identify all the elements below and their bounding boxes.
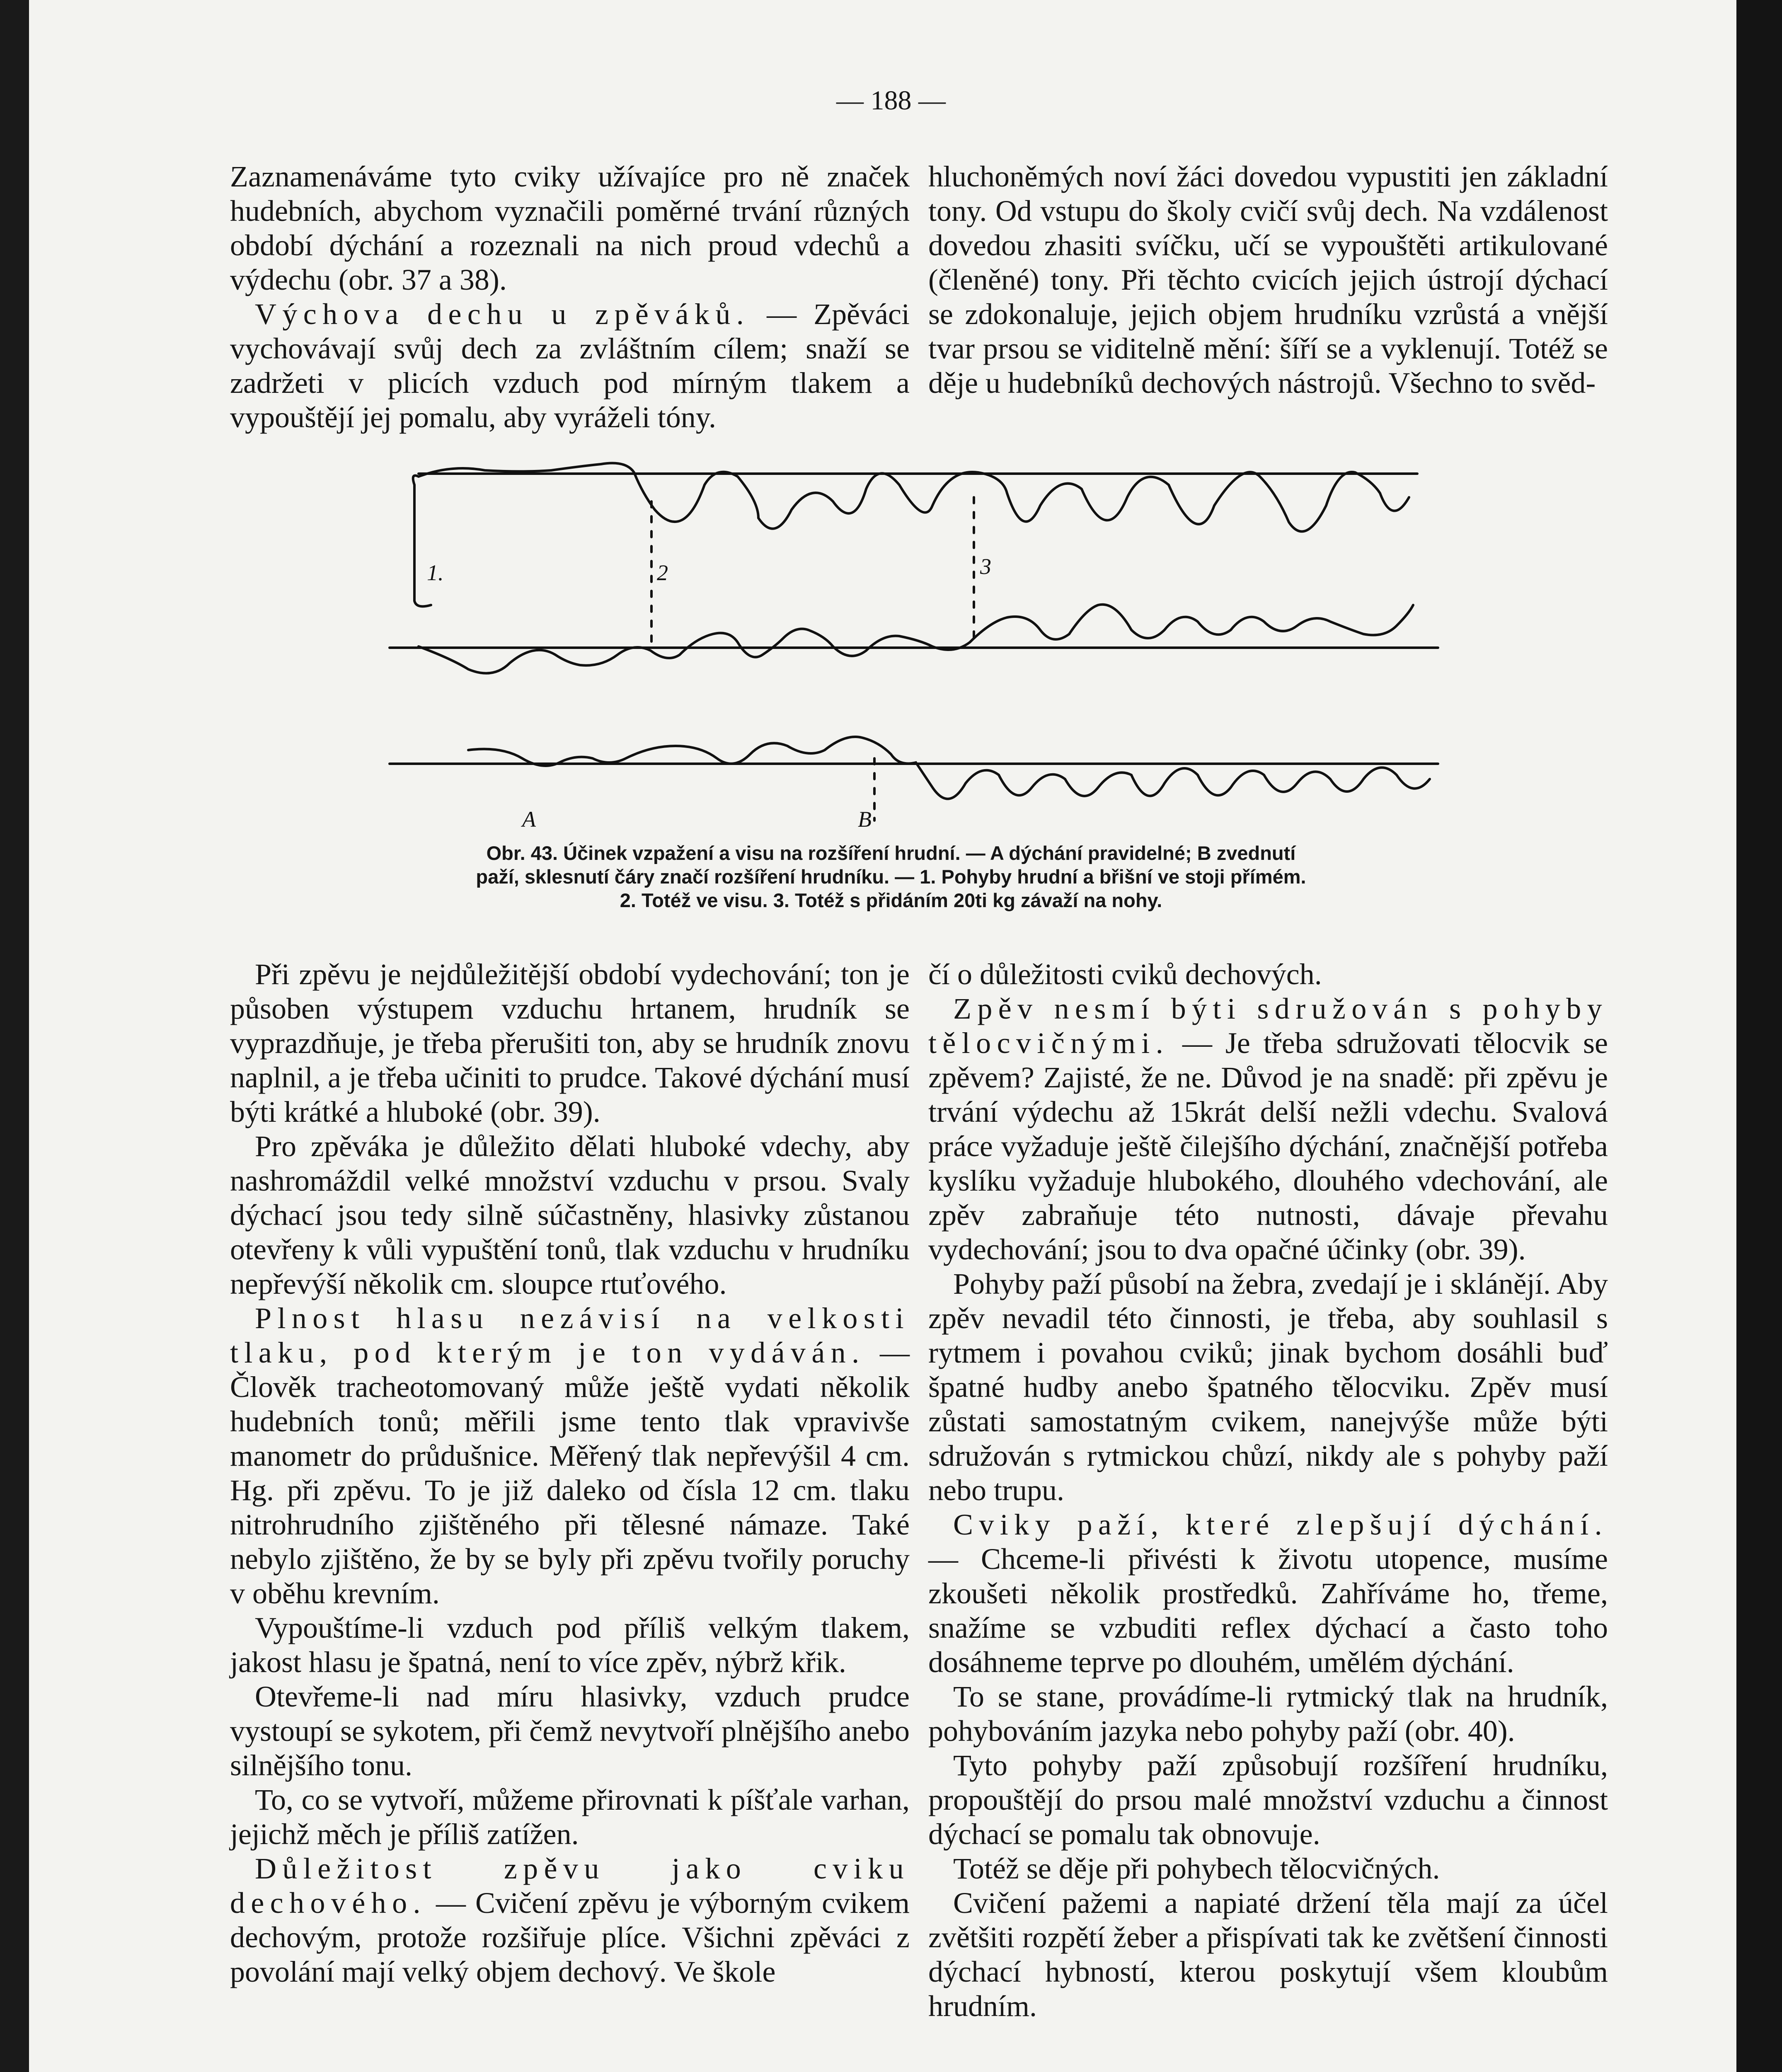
section-heading: Výchova dechu u zpěváků. [255,298,750,331]
paragraph [230,1301,910,1611]
paragraph: To, co se vytvoří, můžeme přirovnati k píšťale varhan, jejichž měch je příliš zatížen. [230,1783,910,1851]
bottom-left-column [230,957,910,1989]
paragraph-text: — Člověk tracheotomovaný může ještě vydati několik hudebních tonů; měřili jsme tento tlak vpravivše manometr do průdušnice. Měřený tlak nepřevýšil 4 cm. Hg. při zpěvu. To je již daleko od čísla 12 cm. tlaku nitrohrudního zjištěného při tělesné námaze. Také nebylo zjištěno, že by se byly při zpěvu tvořily poruchy v oběhu krevním. [230,1336,910,1610]
section-heading: Plnost hlasu nezávisí na velkosti tlaku, pod kterým je ton vydáván. [230,1302,910,1369]
figure-label-b: B [858,807,872,832]
figure-svg [385,448,1446,841]
figure-label-3: 3 [980,554,991,579]
bracket [413,476,431,607]
paragraph: Otevřeme-li nad míru hlasivky, vzduch prudce vystoupí se sykotem, při čemž nevytvoří plnějšího anebo silnějšího tonu. [230,1680,910,1782]
paragraph: hluchoněmých noví žáci dovedou vypustiti jen základní tony. Od vstupu do školy cvičí svůj dech. Na vzdálenost dovedou zhasiti svíčku, učí se vypouštěti artikulované (členěné) tony. Při těchto cvicích jejich ústrojí dýchací se zdokonaluje, jejich objem hrudníku vzrůstá a vnější tvar prsou se viditelně mění: šíří se a vyklenují. Totéž se děje u hudebníků dechových nástrojů. Všechno to svěd- [928,160,1608,399]
paragraph-text: — Zpěváci vychovávají svůj dech za zvláštním cílem; snaží se zadržeti v plicích vzduch pod mírným tlakem a vypouštějí jej pomalu, aby vyráželi tóny. [230,298,910,434]
curve-1-abdomen [419,605,1413,673]
paragraph: Vypouštíme-li vzduch pod příliš velkým tlakem, jakost hlasu je špatná, není to více zpěv, nýbrž křik. [230,1611,910,1679]
paragraph [928,992,1608,1267]
curve-2-breathing [468,737,1430,799]
paragraph: čí o důležitosti cviků dechových. [928,958,1322,991]
top-right-column [928,160,1608,400]
paragraph [230,1852,910,1989]
figure-label-1: 1. [427,560,444,585]
scan-border-left [0,0,29,2072]
paragraph-text: — Cvičení zpěvu je výborným cvikem dechovým, protože rozšiřuje plíce. Všichni zpěváci z povolání mají velký objem dechový. Ve škole [230,1886,910,1988]
paragraph [928,1508,1608,1680]
paragraph [230,297,910,435]
figure-caption [369,841,1413,912]
top-left-column [230,160,910,435]
paragraph: Při zpěvu je nejdůležitější období vydechování; ton je působen výstupem vzduchu hrtanem, hrudník se vyprazdňuje, je třeba přerušiti ton, aby se hrudník znovu naplnil, a je třeba učiniti to prudce. Takové dýchání musí býti krátké a hluboké (obr. 39). [230,958,910,1128]
paragraph: Zaznamenáváme tyto cviky užívajíce pro ně značek hudebních, abychom vyznačili poměrné trvání různých období dýchání a rozeznali na nich proud vdechů a výdechu (obr. 37 a 38). [230,160,910,296]
scan-border-right [1736,0,1782,2072]
paragraph: Pro zpěváka je důležito dělati hluboké vdechy, aby nashromáždil velké množství vzduchu v prsou. Svaly dýchací jsou tedy silně súčastněny, hlasivky zůstanou otevřeny k vůli vypuštění tonů, tlak vzduchu v hrudníku nepřevýší několik cm. sloupce rtuťového. [230,1130,910,1300]
section-heading: Cviky paží, které zlepšují dýchání. [953,1508,1608,1541]
paragraph: To se stane, provádíme-li rytmický tlak na hrudník, pohybováním jazyka nebo pohyby paží (obr. 40). [928,1680,1608,1748]
paragraph: Totéž se děje při pohybech tělocvičných. [953,1852,1440,1885]
caption-line: Obr. 43. Účinek vzpažení a visu na rozšíření hrudní. — A dýchání pravidelné; B zvednutí [486,842,1296,864]
figure-label-2: 2 [657,560,668,585]
caption-line: 2. Totéž ve visu. 3. Totéž s přidáním 20ti kg závaží na nohy. [620,889,1162,911]
page-number: — 188 — [836,85,946,116]
paragraph: Tyto pohyby paží způsobují rozšíření hrudníku, propouštějí do prsou malé množství vzduchu a činnost dýchací se pomalu tak obnovuje. [928,1749,1608,1851]
bottom-right-column [928,957,1608,2024]
breathing-curves-figure [385,448,1446,841]
paragraph: Cvičení pažemi a napiaté držení těla mají za účel zvětšiti rozpětí žeber a přispívati tak ke zvětšení činnosti dýchací hybností, kterou poskytují všem kloubům hrudním. [928,1886,1608,2023]
paragraph: Pohyby paží působí na žebra, zvedají je i sklánějí. Aby zpěv nevadil této činnosti, je třeba, aby souhlasil s rytmem i povahou cviků; jinak bychom dosáhli buď špatné hudby anebo špatného tělocviku. Zpěv musí zůstati samostatným cvikem, nanejvýše může býti sdružován s rytmickou chůzí, nikdy ale s pohyby paží nebo trupu. [928,1267,1608,1507]
figure-label-a: A [522,807,536,832]
paragraph-text: — Je třeba sdružovati tělocvik se zpěvem? Zajisté, že ne. Důvod je na snadě: při zpěvu je trvání výdechu až 15krát delší nežli vdechu. Svalová práce vyžaduje ještě čilejšího dýchání, značnější potřeba kyslíku vyžaduje hlubokého, dlouhého vdechování, ale zpěv zabraňuje této nutnosti, dávaje převahu vydechování; jsou to dva opačné účinky (obr. 39). [928,1026,1608,1266]
section-heading: Zpěv nesmí býti sdružován s pohyby tělocvičnými. [928,992,1608,1060]
caption-line: paží, sklesnutí čáry značí rozšíření hrudníku. — 1. Pohyby hrudní a břišní ve stoji přímém. [476,866,1306,888]
section-heading: Důležitost zpěvu jako cviku dechového. [230,1852,910,1920]
paragraph-text: — Chceme-li přivésti k životu utopence, musíme zkoušeti několik prostředků. Zahříváme ho, třeme, snažíme se vzbuditi reflex dýchací a často toho dosáhneme teprve po dlouhém, umělém dýchání. [928,1542,1608,1679]
